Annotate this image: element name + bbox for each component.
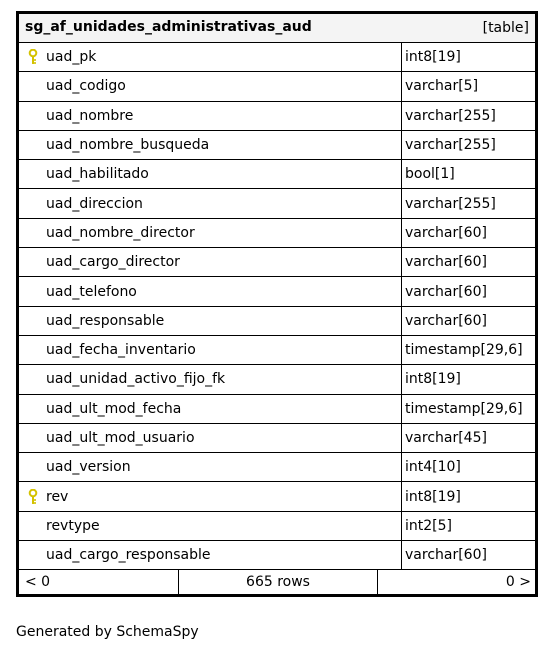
column-name: uad_cargo_responsable: [46, 547, 211, 564]
table-node: [16, 11, 538, 597]
column-row: [19, 189, 535, 218]
children-count: 0 >: [505, 574, 531, 591]
table-name: sg_af_unidades_administrativas_aud: [25, 19, 312, 35]
column-type: varchar[60]: [405, 547, 487, 564]
table-header: [19, 14, 535, 43]
column-name-cell: [19, 336, 402, 364]
column-row: [19, 219, 535, 248]
column-row: [19, 277, 535, 306]
generated-by-label: Generated by SchemaSpy: [16, 624, 199, 640]
column-name: uad_nombre_director: [46, 224, 195, 241]
primary-key-icon: [28, 49, 38, 65]
column-name: rev: [46, 488, 69, 505]
column-name-cell: [19, 248, 402, 276]
key-slot: [19, 489, 46, 505]
column-row: [19, 131, 535, 160]
column-name: uad_unidad_activo_fijo_fk: [46, 371, 226, 388]
column-name-cell: [19, 424, 402, 452]
column-row: [19, 102, 535, 131]
column-row: [19, 482, 535, 511]
column-name-cell: [19, 512, 402, 540]
column-name-cell: [19, 395, 402, 423]
column-row: [19, 43, 535, 72]
column-name: uad_nombre_busqueda: [46, 137, 210, 154]
column-name: uad_pk: [46, 49, 97, 66]
column-type: int4[10]: [405, 459, 461, 476]
column-row: [19, 512, 535, 541]
column-type: int8[19]: [405, 49, 461, 66]
column-type: varchar[255]: [405, 137, 496, 154]
column-name-cell: [19, 43, 402, 71]
column-row: [19, 336, 535, 365]
column-name-cell: [19, 72, 402, 100]
column-type: varchar[60]: [405, 312, 487, 329]
column-name-cell: [19, 189, 402, 217]
column-type: varchar[60]: [405, 283, 487, 300]
column-name-cell: [19, 102, 402, 130]
row-count: 665 rows: [179, 570, 378, 594]
column-name: uad_version: [46, 459, 131, 476]
column-name: uad_direccion: [46, 195, 143, 212]
key-slot: [19, 49, 46, 65]
column-name-cell: [19, 160, 402, 188]
column-name-cell: [19, 219, 402, 247]
column-type: varchar[5]: [405, 78, 479, 95]
column-type: varchar[255]: [405, 107, 496, 124]
column-type: timestamp[29,6]: [405, 342, 523, 359]
column-name: uad_telefono: [46, 283, 137, 300]
column-type: int2[5]: [405, 517, 452, 534]
column-name-cell: [19, 541, 402, 569]
column-name-cell: [19, 277, 402, 305]
column-row: [19, 453, 535, 482]
column-row: [19, 72, 535, 101]
column-row: [19, 160, 535, 189]
column-name: uad_ult_mod_usuario: [46, 430, 195, 446]
column-name: uad_habilitado: [46, 166, 149, 183]
column-name: uad_nombre: [46, 107, 134, 124]
column-row: [19, 307, 535, 336]
column-type: varchar[255]: [405, 195, 496, 212]
column-type: bool[1]: [405, 166, 455, 183]
column-type: int8[19]: [405, 488, 461, 505]
table-kind-label: [table]: [482, 20, 529, 36]
column-name: uad_codigo: [46, 78, 126, 95]
column-type: timestamp[29,6]: [405, 400, 523, 417]
column-name: uad_fecha_inventario: [46, 342, 196, 359]
column-row: [19, 424, 535, 453]
primary-key-icon: [28, 489, 38, 505]
column-type: int8[19]: [405, 371, 461, 388]
column-type: varchar[60]: [405, 224, 487, 241]
column-list: [19, 43, 535, 570]
column-name-cell: [19, 482, 402, 510]
column-name: uad_cargo_director: [46, 254, 180, 271]
column-row: [19, 248, 535, 277]
column-type: varchar[60]: [405, 254, 487, 271]
column-name-cell: [19, 307, 402, 335]
column-name: uad_ult_mod_fecha: [46, 400, 182, 417]
table-footer: [19, 570, 535, 594]
column-name-cell: [19, 365, 402, 393]
column-row: [19, 541, 535, 570]
column-name-cell: [19, 131, 402, 159]
column-name: revtype: [46, 517, 100, 534]
column-row: [19, 395, 535, 424]
column-name-cell: [19, 453, 402, 481]
column-row: [19, 365, 535, 394]
column-name: uad_responsable: [46, 312, 165, 329]
parents-count: < 0: [19, 570, 179, 594]
column-type: varchar[45]: [405, 430, 487, 446]
